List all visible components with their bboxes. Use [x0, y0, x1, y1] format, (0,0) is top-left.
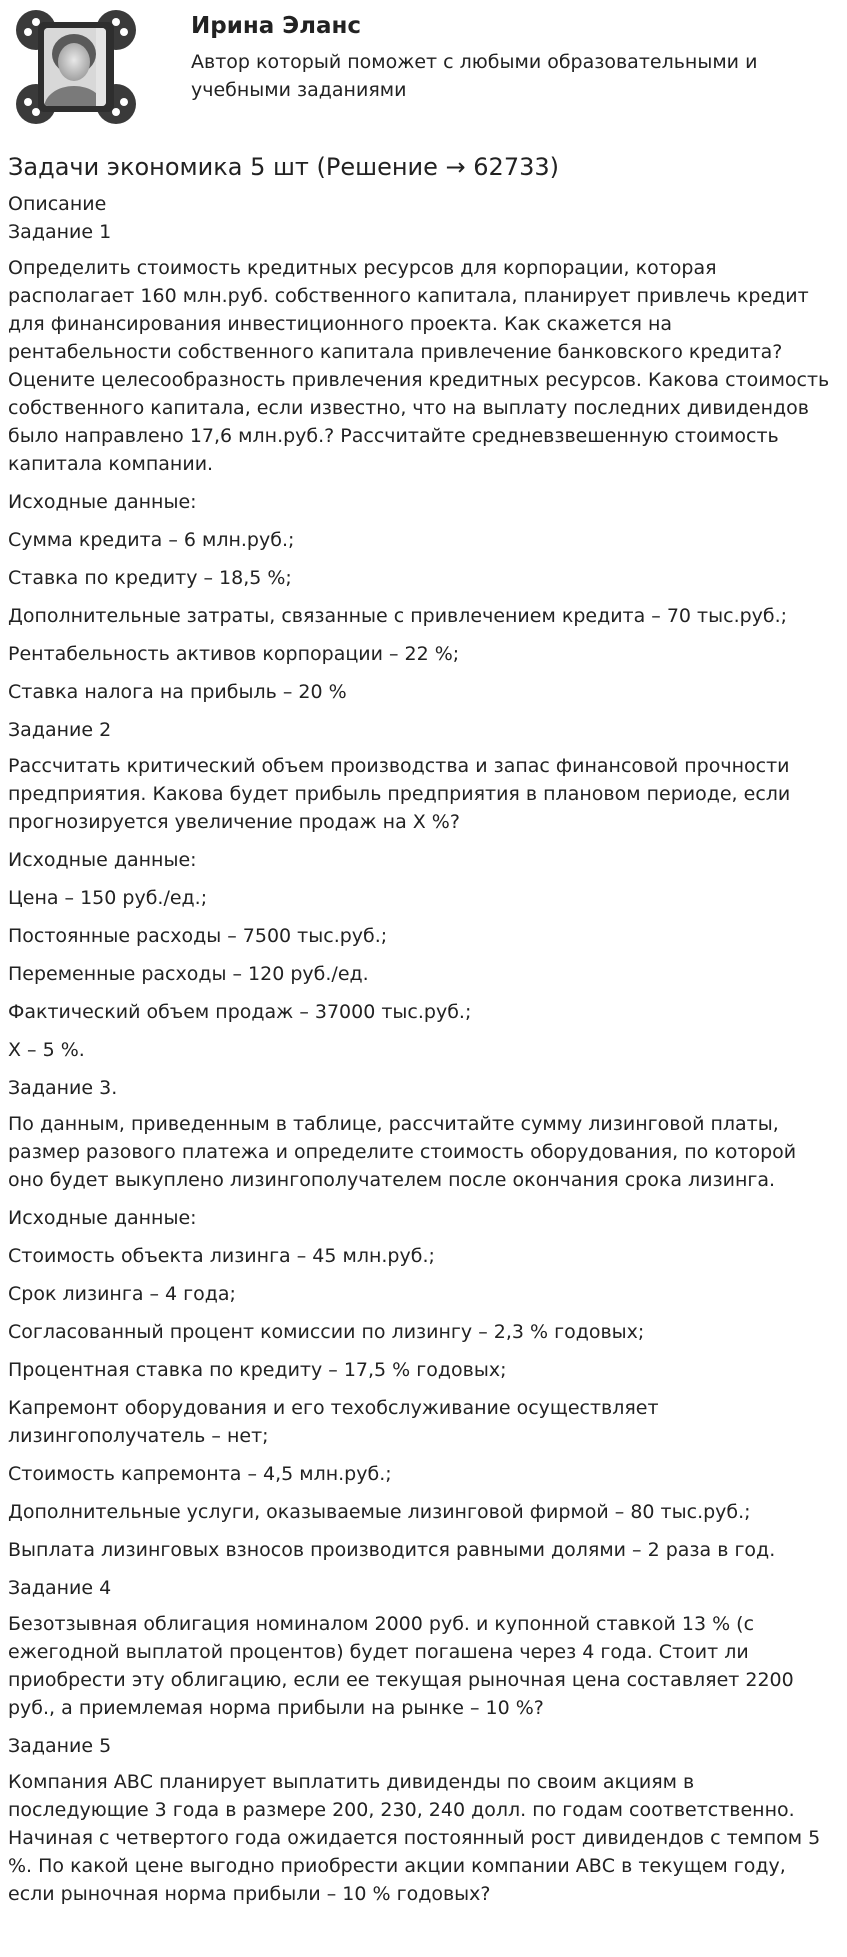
author-block: [8, 0, 835, 136]
task-paragraph: Переменные расходы – 120 руб./ед.: [8, 963, 369, 985]
task-paragraph: Исходные данные:: [8, 491, 197, 513]
task-paragraph: Сумма кредита – 6 млн.руб.;: [8, 529, 295, 551]
task-paragraph: Рассчитать критический объем производства и запас финансовой прочности предприятия. Какова будет прибыль предприятия в плановом периоде, если прогнозируется увеличение продаж на Х %?: [8, 755, 791, 833]
task-heading: Задание 2: [8, 719, 112, 741]
author-description: Автор который поможет с любыми образовательными и учебными заданиями: [191, 51, 758, 101]
task-1: [8, 218, 835, 706]
task-paragraph: Х – 5 %.: [8, 1039, 85, 1061]
task-paragraph: Определить стоимость кредитных ресурсов для корпорации, которая располагает 160 млн.руб. собственного капитала, планирует привлечь кредит для финансирования инвестиционного проекта. Как скажется на рентабельности собственного капитала привлечение банковского кредита? Оцените целесообразность привлечения кредитных ресурсов. Какова стоимость собственного капитала, если известно, что на выплату последних дивидендов было направлено 17,6 млн.руб.? Рассчитайте средневзвешенную стоимость капитала компании.: [8, 257, 830, 475]
author-avatar[interactable]: [14, 8, 138, 126]
task-paragraph: Капремонт оборудования и его техобслуживание осуществляет лизингополучатель – нет;: [8, 1397, 659, 1447]
task-heading: Задание 3.: [8, 1077, 118, 1099]
task-4: [8, 1574, 835, 1722]
task-paragraph: Стоимость капремонта – 4,5 млн.руб.;: [8, 1463, 392, 1485]
task-paragraph: Исходные данные:: [8, 849, 197, 871]
task-paragraph: По данным, приведенным в таблице, рассчитайте сумму лизинговой платы, размер разового платежа и определите стоимость оборудования, по которой оно будет выкуплено лизингополучателем после окончания срока лизинга.: [8, 1113, 797, 1191]
task-heading: Задание 5: [8, 1735, 112, 1757]
task-paragraph: Срок лизинга – 4 года;: [8, 1283, 236, 1305]
task-paragraph: Фактический объем продаж – 37000 тыс.руб.;: [8, 1001, 472, 1023]
task-paragraph: Постоянные расходы – 7500 тыс.руб.;: [8, 925, 388, 947]
task-paragraph: Компания АВС планирует выплатить дивиденды по своим акциям в последующие 3 года в размере 200, 230, 240 долл. по годам соответственно. Начиная с четвертого года ожидается постоянный рост дивидендов с темпом 5 %. По какой цене выгодно приобрести акции компании АВС в текущем году, если рыночная норма прибыли – 10 % годовых?: [8, 1771, 821, 1905]
task-paragraph: Ставка по кредиту – 18,5 %;: [8, 567, 292, 589]
task-paragraph: Исходные данные:: [8, 1207, 197, 1229]
task-paragraph: Согласованный процент комиссии по лизингу – 2,3 % годовых;: [8, 1321, 645, 1343]
task-3: [8, 1074, 835, 1564]
task-paragraph: Процентная ставка по кредиту – 17,5 % годовых;: [8, 1359, 507, 1381]
task-paragraph: Дополнительные услуги, оказываемые лизинговой фирмой – 80 тыс.руб.;: [8, 1501, 751, 1523]
task-paragraph: Безотзывная облигация номиналом 2000 руб. и купонной ставкой 13 % (с ежегодной выплатой процентов) будет погашена через 4 года. Стоит ли приобрести эту облигацию, если ее текущая рыночная цена составляет 2200 руб., а приемлемая норма прибыли на рынке – 10 %?: [8, 1613, 794, 1719]
task-paragraph: Цена – 150 руб./ед.;: [8, 887, 208, 909]
task-paragraph: Рентабельность активов корпорации – 22 %;: [8, 643, 460, 665]
description-label: Описание: [8, 193, 107, 215]
task-paragraph: Выплата лизинговых взносов производится равными долями – 2 раза в год.: [8, 1539, 776, 1561]
task-heading: Задание 4: [8, 1577, 112, 1599]
author-name[interactable]: Ирина Эланс: [191, 13, 362, 39]
work-title: Задачи экономика 5 шт (Решение → 62733): [8, 153, 559, 181]
task-paragraph: Дополнительные затраты, связанные с привлечением кредита – 70 тыс.руб.;: [8, 605, 788, 627]
task-heading: Задание 1: [8, 221, 112, 243]
task-list: [8, 218, 835, 1908]
task-5: [8, 1732, 835, 1908]
task-2: [8, 716, 835, 1064]
task-paragraph: Стоимость объекта лизинга – 45 млн.руб.;: [8, 1245, 435, 1267]
task-paragraph: Ставка налога на прибыль – 20 %: [8, 681, 347, 703]
